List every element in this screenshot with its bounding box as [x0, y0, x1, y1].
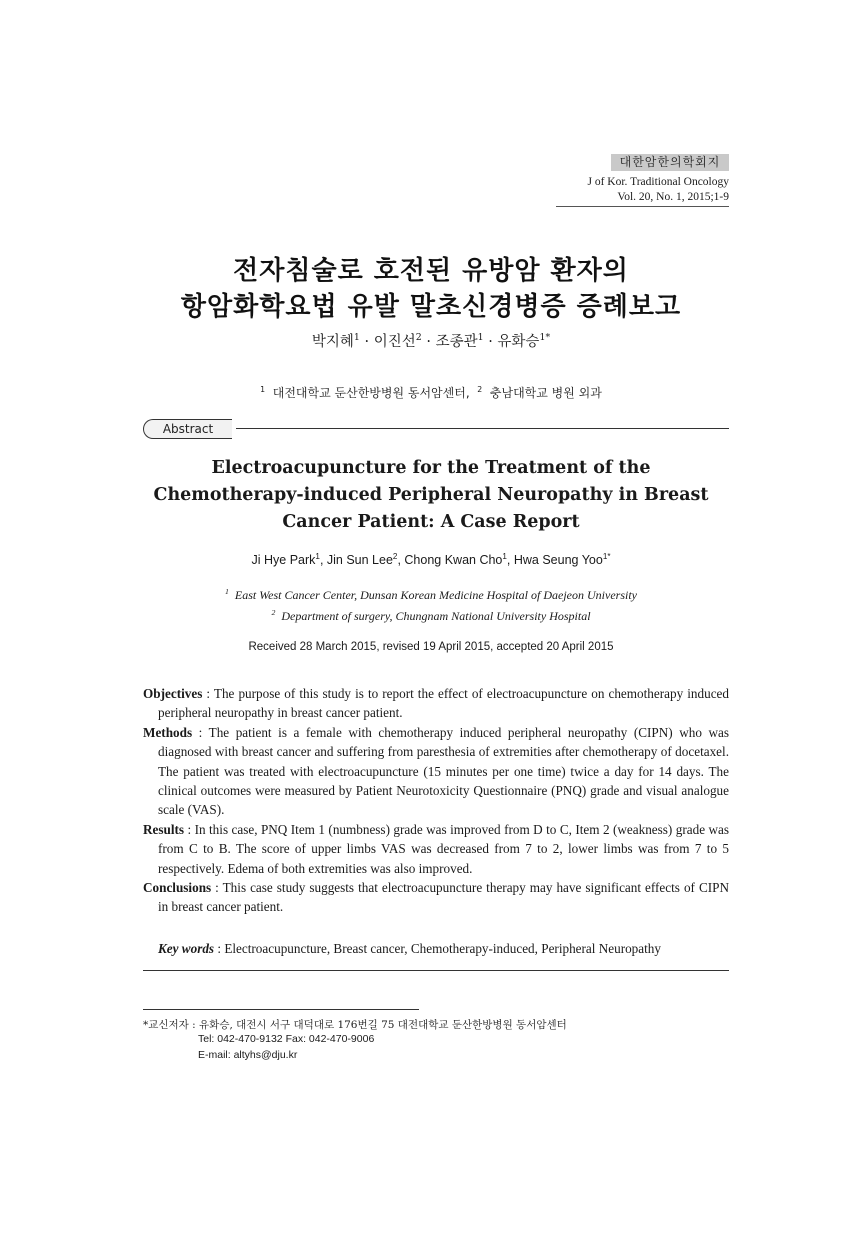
korean-title-line-1: 전자침술로 호전된 유방암 환자의 — [233, 256, 629, 286]
author-sup: 1 — [502, 551, 507, 561]
author-sup: 1* — [602, 551, 611, 561]
abstract-bottom-divider — [143, 970, 729, 971]
section-separator: : — [211, 880, 223, 896]
affil-text: 충남대학교 병원 외과 — [489, 386, 602, 400]
keywords-text: Electroacupuncture, Breast cancer, Chemotherapy-induced, Peripheral Neuropathy — [224, 941, 661, 956]
korean-title-line-2: 항암화학요법 유발 말초신경병증 증례보고 — [180, 292, 682, 322]
affil-text: 대전대학교 둔산한방병원 동서암센터, — [272, 386, 470, 400]
section-label: Objectives — [143, 686, 203, 701]
abstract-objectives — [143, 684, 729, 723]
affil-text: Department of surgery, Chungnam National University Hospital — [281, 609, 591, 623]
section-label: Conclusions — [143, 880, 212, 896]
author-sup: 2 — [415, 332, 422, 344]
section-text: In this case, PNQ Item 1 (numbness) grade was improved from D to C, Item 2 (weakness) grade was from C to B. The score of upper limbs VAS was decreased from 7 to 2, lower limbs was from 7 to 5 respectively. Edema of both extremities was also improved. — [158, 821, 730, 876]
korean-authors — [0, 330, 862, 351]
author-sup: 1 — [477, 332, 484, 344]
section-separator: : — [202, 686, 214, 701]
corresponding-email: E-mail: altyhs@dju.kr — [198, 1049, 298, 1061]
affil-sup: 2 — [271, 608, 276, 617]
author-sup: 1 — [315, 551, 320, 561]
corresponding-tel-fax: Tel: 042-470-9132 Fax: 042-470-9006 — [198, 1033, 375, 1045]
korean-affiliations — [0, 384, 862, 401]
keywords — [158, 941, 729, 957]
english-title-line-2: Chemotherapy-induced Peripheral Neuropathy in Breast — [153, 485, 709, 505]
section-text: The patient is a female with chemotherapy induced peripheral neuropathy (CIPN) who was diagnosed with breast cancer and suffering from paresthesia of extremities after chemotherapy of docetaxel. The patient was treated with electroacupuncture (15 minutes per one time) twice a day for 14 days. The clinical outcomes were measured by Patient Neurotoxicity Questionnaire (PNQ) grade and visual analogue scale (VAS). — [158, 724, 729, 818]
abstract-conclusions — [143, 878, 729, 917]
author-name: 이진선 — [373, 334, 416, 350]
abstract-results — [143, 820, 729, 878]
author-name: Jin Sun Lee — [326, 553, 393, 567]
author-sup: 1 — [353, 332, 360, 344]
english-authors: Ji Hye Park$^1$, Jin Sun Lee$^2$, Chong Kwan Cho$^1$, Hwa Seung Yoo$^{1*}$ — [251, 551, 611, 567]
author-name: 조종관 — [435, 334, 478, 350]
received-dates: Received 28 March 2015, revised 19 April 2015, accepted 20 April 2015 — [248, 641, 614, 653]
keywords-separator: : — [214, 941, 225, 956]
author-name: Hwa Seung Yoo — [513, 553, 603, 567]
author-separator: · — [421, 334, 436, 350]
section-label: Methods — [143, 724, 193, 740]
section-label: Results — [143, 821, 185, 837]
author-name: 유화승 — [497, 334, 540, 350]
english-affiliation-2 — [0, 609, 862, 624]
author-separator: · — [483, 334, 498, 350]
journal-volume: Vol. 20, No. 1, 2015;1-9 — [617, 191, 729, 203]
author-name: Chong Kwan Cho — [404, 553, 503, 567]
affil-sup: 2 — [477, 385, 483, 394]
abstract-body — [143, 684, 729, 917]
abstract-methods — [143, 723, 729, 820]
journal-name: J of Kor. Traditional Oncology — [587, 176, 729, 188]
footnote-divider — [143, 1009, 419, 1010]
affil-text: East West Cancer Center, Dunsan Korean Medicine Hospital of Daejeon University — [234, 588, 637, 602]
abstract-tab-label: Abstract — [143, 419, 232, 439]
journal-divider — [556, 206, 729, 207]
keywords-label: Key words — [158, 941, 215, 956]
corresponding-author: *교신저자 : 유화승, 대전시 서구 대덕대로 176번길 75 대전대학교 둔산한방병원 동서암센터 — [143, 1019, 567, 1031]
affil-sup: 1 — [225, 587, 229, 596]
affil-sup: 1 — [260, 385, 266, 394]
author-name: Ji Hye Park — [251, 553, 316, 567]
english-affiliation-1 — [0, 588, 862, 603]
english-title-line-1: Electroacupuncture for the Treatment of the — [211, 458, 651, 478]
author-sup: 2 — [392, 551, 398, 561]
abstract-divider — [236, 428, 729, 429]
section-text: The purpose of this study is to report the effect of electroacupuncture on chemotherapy induced peripheral neuropathy in breast cancer patient. — [158, 686, 729, 721]
english-title-line-3: Cancer Patient: A Case Report — [282, 512, 580, 532]
section-separator: : — [184, 821, 195, 837]
author-sup: 1* — [539, 332, 551, 344]
author-name: 박지혜 — [311, 334, 354, 350]
section-separator: : — [192, 724, 209, 740]
journal-society-badge: 대한암한의학회지 — [611, 154, 729, 171]
author-separator: · — [359, 334, 374, 350]
section-text: This case study suggests that electroacupuncture therapy may have significant effects of CIPN in breast cancer patient. — [158, 880, 729, 915]
